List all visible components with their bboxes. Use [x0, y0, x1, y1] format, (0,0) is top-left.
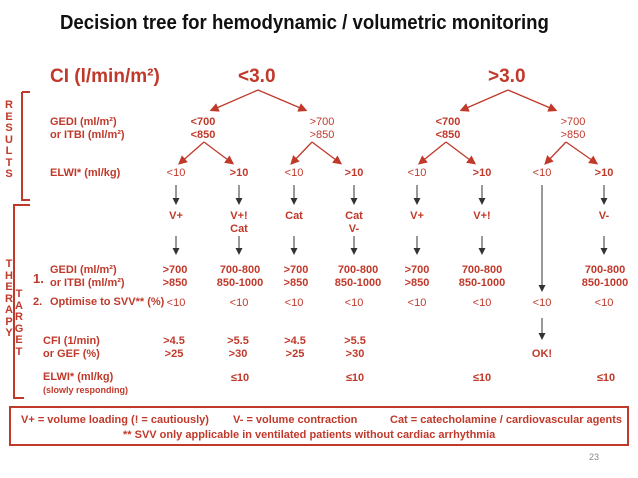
target-gedi-3: >700 >850: [283, 264, 309, 289]
elwi-target-4: ≤10: [596, 372, 616, 384]
svv-val-3: <10: [284, 297, 304, 309]
action-6: V+!: [473, 210, 491, 222]
elwi-val-6: >10: [472, 167, 492, 179]
action-4: Cat V-: [345, 210, 363, 235]
action-2: V+! Cat: [230, 210, 248, 235]
page-number: 23: [589, 452, 600, 462]
legend-v-plus: V+ = volume loading (! = cautiously): [21, 414, 209, 426]
svv-val-1: <10: [166, 297, 186, 309]
target-gedi-5: >700 >850: [404, 264, 430, 289]
itbi-label-text: or ITBI (ml/m²): [50, 129, 125, 141]
svv-val-7: <10: [532, 297, 552, 309]
therapy-step-2: 2.: [33, 296, 43, 308]
ci-label: CI (l/min/m²): [50, 66, 160, 87]
elwi-val-5: <10: [407, 167, 427, 179]
ci-high: >3.0: [488, 66, 526, 87]
elwi-target-2: ≤10: [345, 372, 365, 384]
gedi-val-4: >700 >850: [560, 116, 586, 141]
page-title: Decision tree for hemodynamic / volumetric monitoring: [60, 12, 549, 34]
gedi-val-1: <700 <850: [190, 116, 216, 141]
legend-v-minus: V- = volume contraction: [233, 414, 358, 426]
ok-label: OK!: [531, 348, 553, 360]
results-side-label: R E S U L T S: [5, 99, 13, 180]
elwi-target-3: ≤10: [472, 372, 492, 384]
target-gedi-2: 700-800 850-1000: [216, 264, 264, 289]
gedi-val-3: <700 <850: [435, 116, 461, 141]
svv-label: Optimise to SVV** (%): [50, 296, 165, 308]
svv-val-8: <10: [594, 297, 614, 309]
gedi-label: [50, 116, 125, 142]
action-7: V-: [598, 210, 610, 222]
target-gedi-6: 700-800 850-1000: [458, 264, 506, 289]
gedi-val-2: >700 >850: [309, 116, 335, 141]
therapy-side-label: T H E R A P Y: [5, 258, 13, 339]
gedi-label-text: GEDI (ml/m²): [50, 116, 117, 128]
action-5: V+: [410, 210, 424, 222]
ci-low: <3.0: [238, 66, 276, 87]
elwi-val-1: <10: [166, 167, 186, 179]
legend-cat: Cat = catecholamine / cardiovascular agents: [390, 414, 623, 426]
cfi-val-3: >4.5 >25: [284, 335, 306, 360]
target-gedi-7: 700-800 850-1000: [581, 264, 629, 289]
target-gedi-4: 700-800 850-1000: [334, 264, 382, 289]
elwi-val-3: <10: [284, 167, 304, 179]
action-1: V+: [169, 210, 183, 222]
elwi-val-4: >10: [344, 167, 364, 179]
svv-val-2: <10: [229, 297, 249, 309]
action-3: Cat: [285, 210, 303, 222]
cfi-val-1: >4.5 >25: [163, 335, 185, 360]
elwi-val-7: <10: [532, 167, 552, 179]
cfi-val-2: >5.5 >30: [227, 335, 249, 360]
target-side-label: T A R G E T: [14, 288, 24, 358]
svv-val-4: <10: [344, 297, 364, 309]
elwi-target-1: ≤10: [230, 372, 250, 384]
elwi-val-8: >10: [594, 167, 614, 179]
target-gedi-1: >700 >850: [162, 264, 188, 289]
therapy-elwi-label: ELWI* (ml/kg) (slowly responding): [43, 371, 129, 395]
cfi-val-4: >5.5 >30: [344, 335, 366, 360]
therapy-step-1: 1.: [33, 271, 44, 286]
therapy-gedi-label: GEDI (ml/m²) or ITBI (ml/m²): [50, 264, 125, 289]
legend-svv-note: ** SVV only applicable in ventilated patients without cardiac arrhythmia: [123, 429, 496, 441]
elwi-val-2: >10: [229, 167, 249, 179]
elwi-label: ELWI* (ml/kg): [50, 167, 121, 179]
svv-val-6: <10: [472, 297, 492, 309]
svv-val-5: <10: [407, 297, 427, 309]
cfi-label: CFI (1/min) or GEF (%): [43, 335, 100, 360]
